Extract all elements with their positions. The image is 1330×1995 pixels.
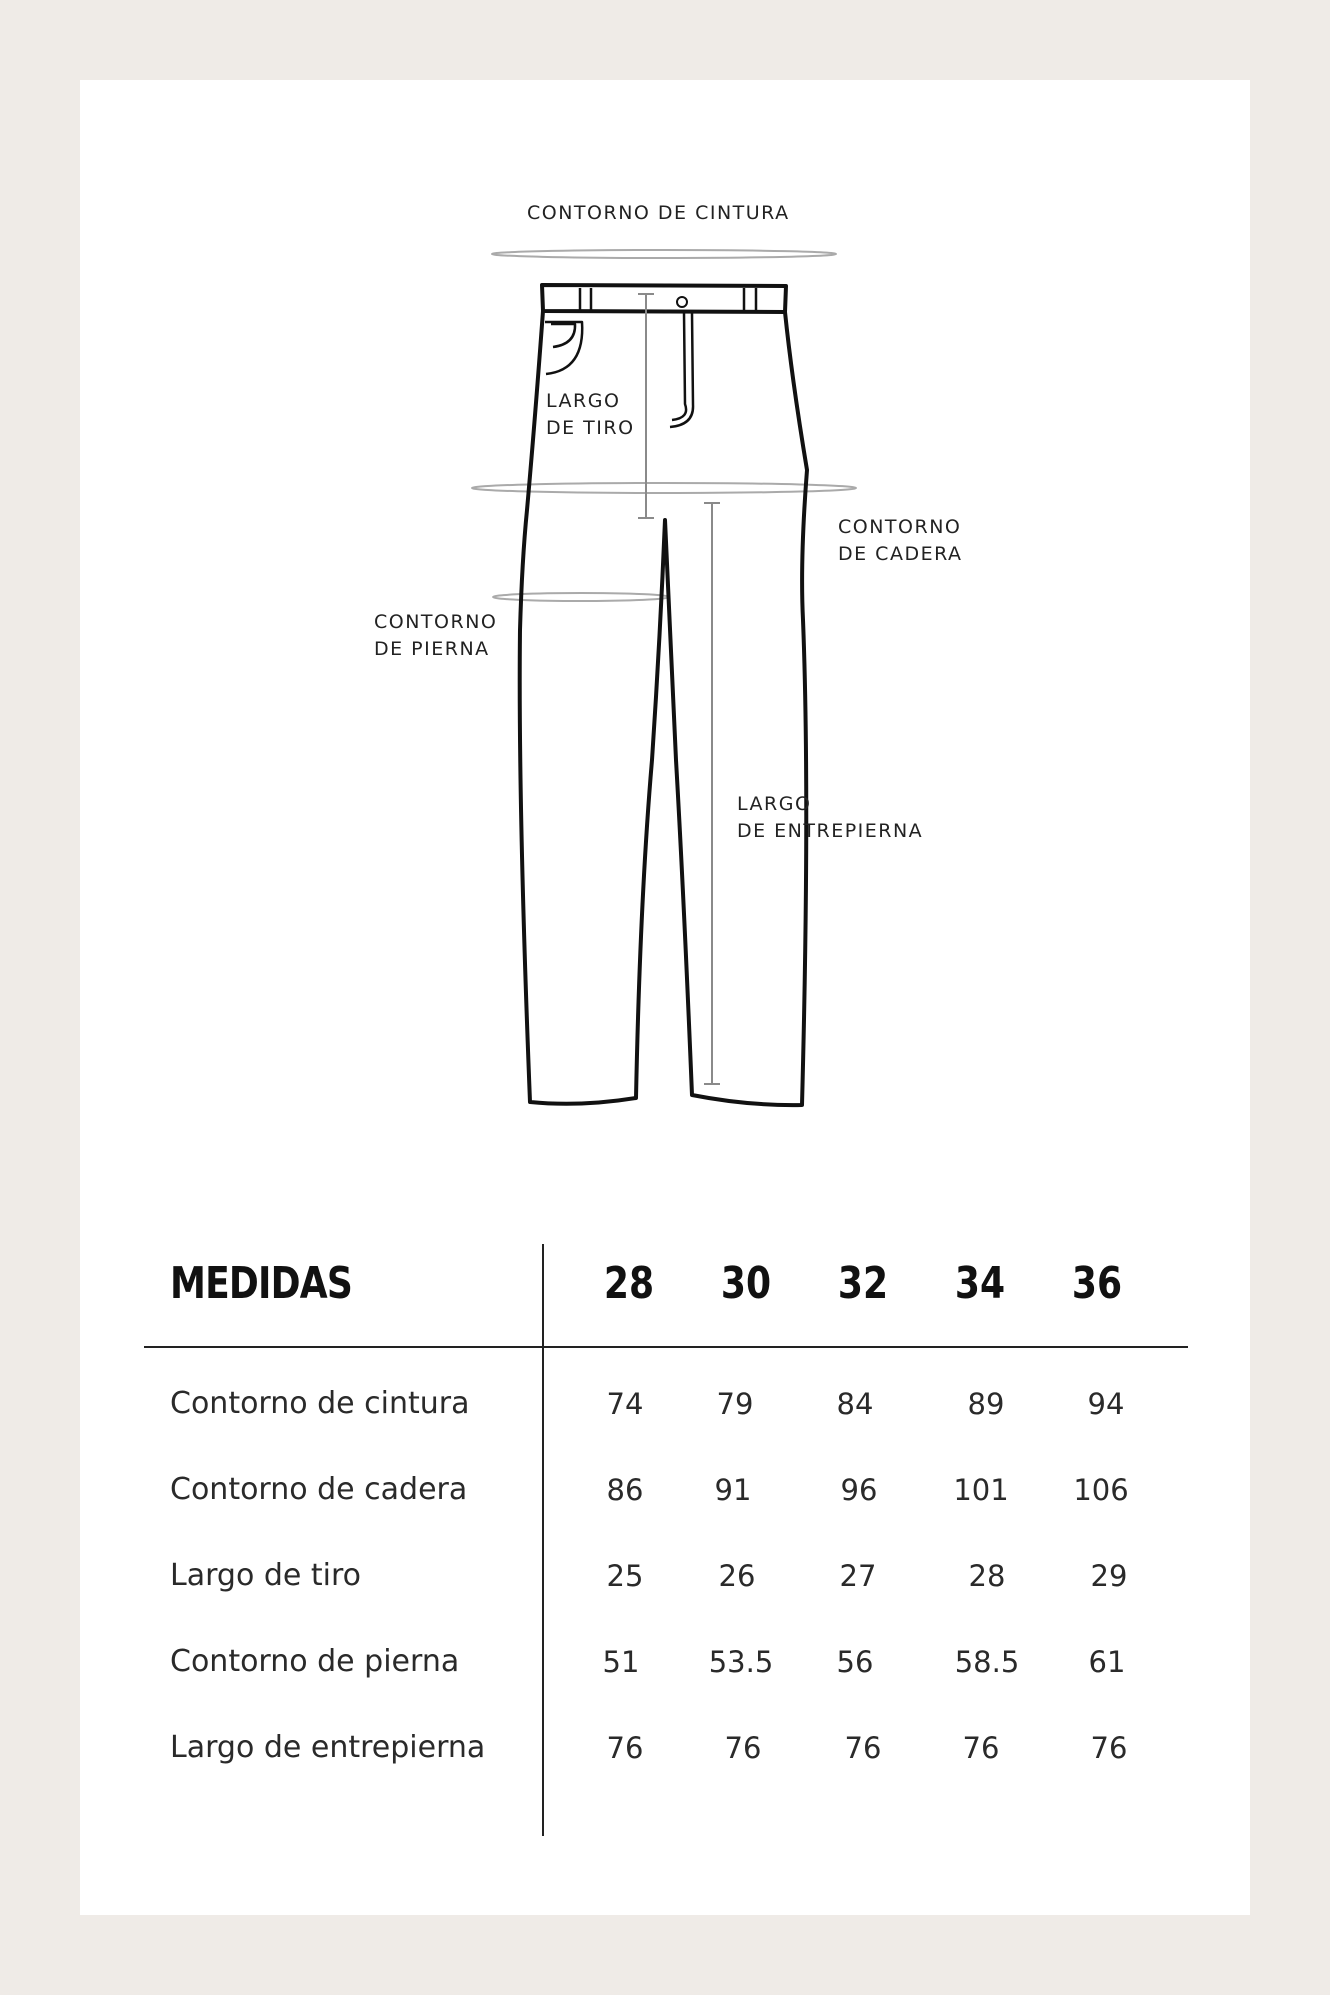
thigh-label: CONTORNO DE PIERNA [374,611,498,660]
belt-loop-left [580,288,591,312]
waist-label: CONTORNO DE CINTURA [527,202,790,224]
table-cell: 27 [839,1559,877,1593]
row-label-rise: Largo de tiro [170,1558,362,1593]
table-cell: 76 [844,1731,882,1765]
rise-label: LARGO DE TIRO [546,390,635,439]
table-cell: 94 [1087,1387,1125,1421]
table-cell: 91 [714,1473,752,1507]
table-cell: 28 [968,1559,1006,1593]
table-cell: 96 [840,1473,878,1507]
row-label-hip: Contorno de cadera [170,1472,468,1507]
fly-stitch-inner [670,313,693,427]
hip-label: CONTORNO DE CADERA [838,516,963,565]
front-pocket [545,322,582,374]
table-cell: 56 [836,1645,874,1679]
table-cell: 58.5 [954,1645,1020,1679]
size-header-36: 36 [1071,1258,1123,1309]
size-header-32: 32 [837,1258,889,1309]
table-cell: 84 [836,1387,874,1421]
table-cell: 51 [602,1645,640,1679]
size-header-28: 28 [603,1258,655,1309]
table-cell: 106 [1073,1473,1129,1507]
size-header-30: 30 [720,1258,772,1309]
table-cell: 29 [1090,1559,1128,1593]
fly-stitch [672,313,686,420]
coin-pocket [551,324,575,347]
table-cell: 26 [718,1559,756,1593]
button [677,297,687,307]
table-cell: 86 [606,1473,644,1507]
table-vertical-divider [542,1244,544,1836]
waist-measure-ellipse [492,250,836,258]
table-cell: 79 [716,1387,754,1421]
table-cell: 53.5 [708,1645,774,1679]
table-cell: 76 [724,1731,762,1765]
table-cell: 76 [962,1731,1000,1765]
table-cell: 101 [953,1473,1009,1507]
inseam-label: LARGO DE ENTREPIERNA [737,793,924,842]
table-cell: 61 [1088,1645,1126,1679]
belt-loop-right [744,288,756,312]
size-header-34: 34 [954,1258,1006,1309]
row-label-inseam: Largo de entrepierna [170,1730,486,1765]
table-title: MEDIDAS [170,1258,353,1309]
table-cell: 89 [967,1387,1005,1421]
row-label-waist: Contorno de cintura [170,1386,470,1421]
table-cell: 25 [606,1559,644,1593]
waistband-outline [542,285,786,312]
table-cell: 76 [1090,1731,1128,1765]
table-cell: 74 [606,1387,644,1421]
table-cell: 76 [606,1731,644,1765]
table-horizontal-divider [144,1346,1188,1348]
row-label-thigh: Contorno de pierna [170,1644,460,1679]
